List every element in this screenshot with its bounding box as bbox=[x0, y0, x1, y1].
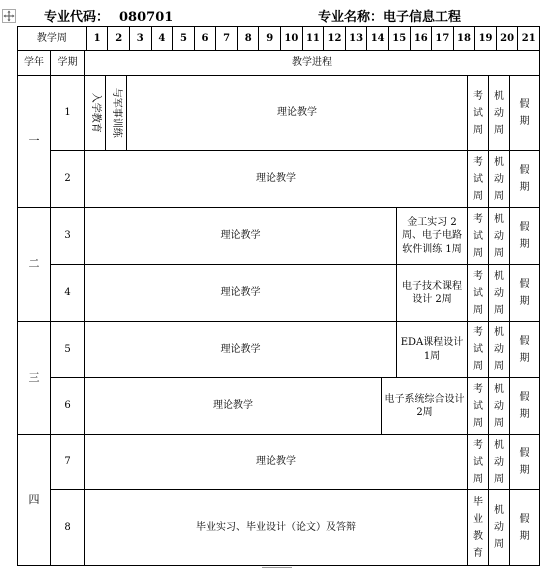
flexible-week-s4 bbox=[488, 264, 510, 322]
practice-s5 bbox=[396, 321, 468, 378]
flexible-week-s8 bbox=[488, 489, 510, 566]
week-number: 15 bbox=[388, 27, 410, 51]
week-header-row bbox=[18, 27, 540, 51]
semester-cell-6: 6 bbox=[50, 377, 85, 435]
year-cell-1: 一 bbox=[17, 75, 51, 208]
week-number: 16 bbox=[410, 27, 432, 51]
week-header-label: 教学周 bbox=[18, 27, 87, 51]
page-bottom-marker bbox=[262, 567, 292, 568]
progress-header: 教学进程 bbox=[84, 50, 540, 76]
week-number: 5 bbox=[173, 27, 195, 51]
week-number: 9 bbox=[259, 27, 281, 51]
week-number: 6 bbox=[194, 27, 216, 51]
week-number: 1 bbox=[86, 27, 108, 51]
semester-cell-7: 7 bbox=[50, 434, 85, 490]
flexible-week-s6-text: 机 动 周 bbox=[494, 383, 504, 429]
flexible-week-s5 bbox=[488, 321, 510, 378]
flexible-week-s5-text: 机 动 周 bbox=[494, 327, 504, 372]
holiday-s8 bbox=[509, 489, 540, 566]
semester-cell-1: 1 bbox=[50, 75, 85, 151]
major-name bbox=[318, 6, 461, 25]
military-training-cell bbox=[105, 75, 127, 151]
holiday-s1 bbox=[509, 75, 540, 151]
practice-s6 bbox=[381, 377, 468, 435]
holiday-s5-text: 假 期 bbox=[519, 335, 530, 364]
week-number: 13 bbox=[345, 27, 367, 51]
flexible-week-s3 bbox=[488, 207, 510, 265]
week-number: 8 bbox=[237, 27, 259, 51]
holiday-s6 bbox=[509, 377, 540, 435]
graduation-education-s8 bbox=[467, 489, 489, 566]
holiday-s5 bbox=[509, 321, 540, 378]
flexible-week-s3-text: 机 动 周 bbox=[494, 213, 504, 259]
teaching-schedule-table bbox=[17, 26, 540, 51]
holiday-s7 bbox=[509, 434, 540, 490]
major-name-label: 专业名称： bbox=[318, 10, 384, 25]
flexible-week-s4-text: 机 动 周 bbox=[494, 270, 504, 316]
page-header bbox=[0, 0, 543, 26]
exam-week-s7 bbox=[467, 434, 489, 490]
major-code-value: 080701 bbox=[119, 10, 174, 25]
year-column-header: 学年 bbox=[17, 50, 51, 76]
flexible-week-s8-text: 机 动 周 bbox=[494, 505, 504, 550]
flexible-week-s7 bbox=[488, 434, 510, 490]
holiday-s4-text: 假 期 bbox=[519, 279, 530, 307]
practice-s6-text: 电子系统综合设计 2周 bbox=[384, 393, 465, 418]
holiday-s8-text: 假 期 bbox=[519, 513, 530, 542]
theory-teaching-s4: 理论教学 bbox=[84, 264, 397, 322]
flexible-week-s6 bbox=[488, 377, 510, 435]
military-training-text: 与军事训练 bbox=[110, 88, 122, 138]
week-number: 11 bbox=[302, 27, 324, 51]
exam-week-s3-text: 考 试 周 bbox=[473, 213, 483, 259]
week-number: 17 bbox=[432, 27, 454, 51]
week-number: 14 bbox=[367, 27, 389, 51]
semester-cell-8: 8 bbox=[50, 489, 85, 566]
holiday-s3-text: 假 期 bbox=[519, 222, 530, 250]
theory-teaching-s7: 理论教学 bbox=[84, 434, 468, 490]
practice-s5-text: EDA课程设计 1周 bbox=[400, 337, 464, 362]
exam-week-s3 bbox=[467, 207, 489, 265]
week-number: 7 bbox=[216, 27, 238, 51]
theory-teaching-s2: 理论教学 bbox=[84, 150, 468, 208]
flexible-week-s7-text: 机 动 周 bbox=[494, 439, 504, 485]
holiday-s2 bbox=[509, 150, 540, 208]
exam-week-s2 bbox=[467, 150, 489, 208]
move-handle-icon[interactable] bbox=[2, 9, 16, 23]
exam-week-s2-text: 考 试 周 bbox=[473, 156, 483, 202]
holiday-s7-text: 假 期 bbox=[519, 448, 530, 476]
semester-column-header: 学期 bbox=[50, 50, 85, 76]
week-number: 3 bbox=[130, 27, 152, 51]
exam-week-s6-text: 考 试 周 bbox=[473, 383, 483, 429]
flexible-week-s1-text: 机 动 周 bbox=[494, 90, 504, 136]
exam-week-s5 bbox=[467, 321, 489, 378]
year-cell-4: 四 bbox=[17, 434, 51, 566]
graduation-education-s8-text: 毕 业 教 育 bbox=[473, 496, 483, 559]
week-number: 21 bbox=[518, 27, 540, 51]
flexible-week-s1 bbox=[488, 75, 510, 151]
practice-s3 bbox=[396, 207, 468, 265]
theory-teaching-s5: 理论教学 bbox=[84, 321, 397, 378]
week-number: 19 bbox=[475, 27, 497, 51]
year-cell-3: 三 bbox=[17, 321, 51, 435]
exam-week-s1-text: 考 试 周 bbox=[473, 90, 483, 136]
theory-teaching-s1: 理论教学 bbox=[126, 75, 468, 151]
graduation-practice-s8: 毕业实习、毕业设计（论文）及答辩 bbox=[84, 489, 468, 566]
major-code-label: 专业代码： bbox=[44, 10, 110, 25]
theory-teaching-s3: 理论教学 bbox=[84, 207, 397, 265]
semester-cell-4: 4 bbox=[50, 264, 85, 322]
exam-week-s1 bbox=[467, 75, 489, 151]
schedule-body bbox=[17, 50, 540, 566]
major-code bbox=[44, 6, 173, 25]
semester-cell-5: 5 bbox=[50, 321, 85, 378]
entrance-education-cell bbox=[84, 75, 106, 151]
exam-week-s5-text: 考 试 周 bbox=[473, 327, 483, 372]
entrance-education-text: 入学教育 bbox=[89, 93, 101, 133]
flexible-week-s2-text: 机 动 周 bbox=[494, 156, 504, 202]
holiday-s4 bbox=[509, 264, 540, 322]
year-cell-2: 二 bbox=[17, 207, 51, 322]
week-number: 2 bbox=[108, 27, 130, 51]
exam-week-s4 bbox=[467, 264, 489, 322]
week-number: 18 bbox=[453, 27, 475, 51]
exam-week-s6 bbox=[467, 377, 489, 435]
theory-teaching-s6: 理论教学 bbox=[84, 377, 382, 435]
practice-s4-text: 电子技术课程设计 2周 bbox=[402, 280, 462, 305]
practice-s4 bbox=[396, 264, 468, 322]
practice-s3-text: 金工实习 2周、电子电路软件训练 1周 bbox=[402, 216, 462, 255]
holiday-s1-text: 假 期 bbox=[519, 99, 530, 127]
week-number: 4 bbox=[151, 27, 173, 51]
week-number: 10 bbox=[281, 27, 303, 51]
exam-week-s4-text: 考 试 周 bbox=[473, 270, 483, 316]
holiday-s6-text: 假 期 bbox=[519, 392, 530, 420]
exam-week-s7-text: 考 试 周 bbox=[473, 439, 483, 485]
holiday-s3 bbox=[509, 207, 540, 265]
major-name-value: 电子信息工程 bbox=[383, 10, 462, 25]
week-number: 12 bbox=[324, 27, 346, 51]
flexible-week-s2 bbox=[488, 150, 510, 208]
semester-cell-2: 2 bbox=[50, 150, 85, 208]
semester-cell-3: 3 bbox=[50, 207, 85, 265]
holiday-s2-text: 假 期 bbox=[519, 165, 530, 193]
week-number: 20 bbox=[496, 27, 518, 51]
